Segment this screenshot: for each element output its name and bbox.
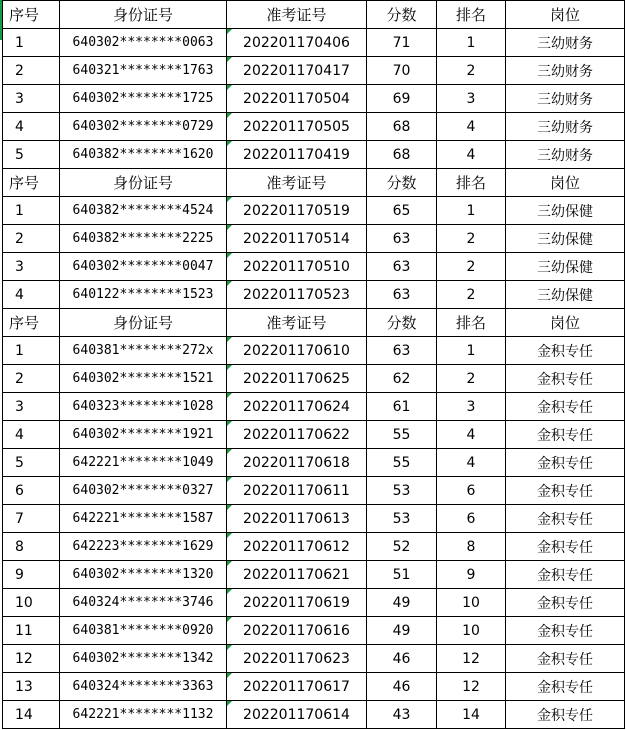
exam-number-cell[interactable]: 202201170406	[227, 29, 367, 57]
table-row	[3, 281, 625, 309]
seq-cell[interactable]: 8	[3, 533, 60, 561]
seq-cell[interactable]: 9	[3, 561, 60, 589]
seq-cell[interactable]: 4	[3, 113, 60, 141]
position-cell[interactable]: 金积专任	[506, 533, 625, 561]
seq-cell[interactable]: 2	[3, 365, 60, 393]
rank-cell[interactable]: 12	[437, 673, 506, 701]
score-cell[interactable]: 49	[367, 617, 437, 645]
score-cell[interactable]: 70	[367, 57, 437, 85]
id-number-cell[interactable]: 640382********1620	[60, 141, 227, 169]
score-cell[interactable]: 53	[367, 505, 437, 533]
position-cell[interactable]: 三幼财务	[506, 113, 625, 141]
table-row	[3, 421, 625, 449]
table-row	[3, 57, 625, 85]
header-id-number[interactable]: 身份证号	[60, 1, 227, 29]
position-cell[interactable]: 三幼保健	[506, 197, 625, 225]
rank-cell[interactable]: 14	[437, 701, 506, 729]
header-row	[3, 169, 625, 197]
id-number-cell[interactable]: 642221********1049	[60, 449, 227, 477]
header-seq[interactable]: 序号	[3, 1, 60, 29]
table-row	[3, 393, 625, 421]
seq-cell[interactable]: 14	[3, 701, 60, 729]
exam-number-cell[interactable]: 202201170523	[227, 281, 367, 309]
table-row	[3, 617, 625, 645]
table-row	[3, 449, 625, 477]
header-exam-number[interactable]: 准考证号	[227, 309, 367, 337]
table-row	[3, 673, 625, 701]
header-row	[3, 309, 625, 337]
table-row	[3, 29, 625, 57]
score-cell[interactable]: 63	[367, 253, 437, 281]
exam-number-cell[interactable]: 202201170613	[227, 505, 367, 533]
table-row	[3, 337, 625, 365]
seq-cell[interactable]: 1	[3, 29, 60, 57]
header-row	[3, 1, 625, 29]
score-cell[interactable]: 46	[367, 673, 437, 701]
rank-cell[interactable]: 2	[437, 365, 506, 393]
header-seq[interactable]: 序号	[3, 169, 60, 197]
position-cell[interactable]: 金积专任	[506, 701, 625, 729]
exam-number-cell[interactable]: 202201170417	[227, 57, 367, 85]
score-cell[interactable]: 63	[367, 281, 437, 309]
id-number-cell[interactable]: 640302********1725	[60, 85, 227, 113]
position-cell[interactable]: 三幼保健	[506, 281, 625, 309]
position-cell[interactable]: 三幼财务	[506, 85, 625, 113]
table-row	[3, 477, 625, 505]
id-number-cell[interactable]: 640382********2225	[60, 225, 227, 253]
table-row	[3, 365, 625, 393]
exam-number-cell[interactable]: 202201170619	[227, 589, 367, 617]
position-cell[interactable]: 金积专任	[506, 421, 625, 449]
id-number-cell[interactable]: 640381********272x	[60, 337, 227, 365]
id-number-cell[interactable]: 642221********1132	[60, 701, 227, 729]
rank-cell[interactable]: 6	[437, 505, 506, 533]
id-number-cell[interactable]: 640302********0063	[60, 29, 227, 57]
table-row	[3, 85, 625, 113]
rank-cell[interactable]: 2	[437, 253, 506, 281]
position-cell[interactable]: 金积专任	[506, 589, 625, 617]
position-cell[interactable]: 金积专任	[506, 505, 625, 533]
seq-cell[interactable]: 4	[3, 421, 60, 449]
table-row	[3, 561, 625, 589]
score-cell[interactable]: 53	[367, 477, 437, 505]
id-number-cell[interactable]: 642223********1629	[60, 533, 227, 561]
id-number-cell[interactable]: 640302********0729	[60, 113, 227, 141]
position-cell[interactable]: 金积专任	[506, 337, 625, 365]
score-cell[interactable]: 52	[367, 533, 437, 561]
id-number-cell[interactable]: 640302********0047	[60, 253, 227, 281]
position-cell[interactable]: 三幼财务	[506, 141, 625, 169]
header-score[interactable]: 分数	[367, 169, 437, 197]
table-row	[3, 533, 625, 561]
exam-number-cell[interactable]: 202201170505	[227, 113, 367, 141]
score-cell[interactable]: 63	[367, 225, 437, 253]
exam-number-cell[interactable]: 202201170614	[227, 701, 367, 729]
table-row	[3, 589, 625, 617]
id-number-cell[interactable]: 642221********1587	[60, 505, 227, 533]
position-cell[interactable]: 金积专任	[506, 617, 625, 645]
rank-cell[interactable]: 4	[437, 449, 506, 477]
rank-cell[interactable]: 2	[437, 281, 506, 309]
table-row	[3, 225, 625, 253]
score-cell[interactable]: 69	[367, 85, 437, 113]
exam-number-cell[interactable]: 202201170514	[227, 225, 367, 253]
score-cell[interactable]: 55	[367, 421, 437, 449]
header-position[interactable]: 岗位	[506, 309, 625, 337]
header-exam-number[interactable]: 准考证号	[227, 1, 367, 29]
score-cell[interactable]: 68	[367, 113, 437, 141]
score-cell[interactable]: 46	[367, 645, 437, 673]
id-number-cell[interactable]: 640381********0920	[60, 617, 227, 645]
position-cell[interactable]: 金积专任	[506, 393, 625, 421]
results-table	[2, 0, 625, 729]
id-number-cell[interactable]: 640302********1320	[60, 561, 227, 589]
header-exam-number[interactable]: 准考证号	[227, 169, 367, 197]
exam-number-cell[interactable]: 202201170616	[227, 617, 367, 645]
position-cell[interactable]: 金积专任	[506, 477, 625, 505]
position-cell[interactable]: 金积专任	[506, 673, 625, 701]
rank-cell[interactable]: 6	[437, 477, 506, 505]
score-cell[interactable]: 62	[367, 365, 437, 393]
seq-cell[interactable]: 1	[3, 337, 60, 365]
exam-number-cell[interactable]: 202201170624	[227, 393, 367, 421]
score-cell[interactable]: 49	[367, 589, 437, 617]
rank-cell[interactable]: 3	[437, 393, 506, 421]
seq-cell[interactable]: 1	[3, 197, 60, 225]
seq-cell[interactable]: 6	[3, 477, 60, 505]
rank-cell[interactable]: 9	[437, 561, 506, 589]
header-rank[interactable]: 排名	[437, 169, 506, 197]
exam-number-cell[interactable]: 202201170623	[227, 645, 367, 673]
seq-cell[interactable]: 4	[3, 281, 60, 309]
score-cell[interactable]: 55	[367, 449, 437, 477]
rank-cell[interactable]: 3	[437, 85, 506, 113]
header-rank[interactable]: 排名	[437, 1, 506, 29]
rank-cell[interactable]: 4	[437, 113, 506, 141]
position-cell[interactable]: 金积专任	[506, 645, 625, 673]
rank-cell[interactable]: 2	[437, 225, 506, 253]
position-cell[interactable]: 金积专任	[506, 365, 625, 393]
rank-cell[interactable]: 10	[437, 617, 506, 645]
seq-cell[interactable]: 2	[3, 225, 60, 253]
header-seq[interactable]: 序号	[3, 309, 60, 337]
table-row	[3, 701, 625, 729]
exam-number-cell[interactable]: 202201170419	[227, 141, 367, 169]
id-number-cell[interactable]: 640324********3363	[60, 673, 227, 701]
seq-cell[interactable]: 13	[3, 673, 60, 701]
id-number-cell[interactable]: 640323********1028	[60, 393, 227, 421]
table-row	[3, 253, 625, 281]
position-cell[interactable]: 金积专任	[506, 449, 625, 477]
rank-cell[interactable]: 1	[437, 29, 506, 57]
seq-cell[interactable]: 2	[3, 57, 60, 85]
exam-number-cell[interactable]: 202201170611	[227, 477, 367, 505]
score-cell[interactable]: 68	[367, 141, 437, 169]
id-number-cell[interactable]: 640302********1342	[60, 645, 227, 673]
rank-cell[interactable]: 10	[437, 589, 506, 617]
seq-cell[interactable]: 3	[3, 85, 60, 113]
score-cell[interactable]: 71	[367, 29, 437, 57]
exam-number-cell[interactable]: 202201170621	[227, 561, 367, 589]
header-score[interactable]: 分数	[367, 309, 437, 337]
score-cell[interactable]: 43	[367, 701, 437, 729]
rank-cell[interactable]: 8	[437, 533, 506, 561]
table-row	[3, 141, 625, 169]
id-number-cell[interactable]: 640302********0327	[60, 477, 227, 505]
header-id-number[interactable]: 身份证号	[60, 309, 227, 337]
table-row	[3, 113, 625, 141]
position-cell[interactable]: 三幼保健	[506, 253, 625, 281]
seq-cell[interactable]: 12	[3, 645, 60, 673]
rank-cell[interactable]: 1	[437, 337, 506, 365]
position-cell[interactable]: 三幼保健	[506, 225, 625, 253]
seq-cell[interactable]: 3	[3, 253, 60, 281]
table-row	[3, 505, 625, 533]
id-number-cell[interactable]: 640122********1523	[60, 281, 227, 309]
position-cell[interactable]: 三幼财务	[506, 57, 625, 85]
table-row	[3, 645, 625, 673]
exam-number-cell[interactable]: 202201170622	[227, 421, 367, 449]
id-number-cell[interactable]: 640321********1763	[60, 57, 227, 85]
rank-cell[interactable]: 2	[437, 57, 506, 85]
exam-number-cell[interactable]: 202201170610	[227, 337, 367, 365]
exam-number-cell[interactable]: 202201170519	[227, 197, 367, 225]
seq-cell[interactable]: 10	[3, 589, 60, 617]
exam-number-cell[interactable]: 202201170618	[227, 449, 367, 477]
seq-cell[interactable]: 5	[3, 449, 60, 477]
id-number-cell[interactable]: 640382********4524	[60, 197, 227, 225]
header-score[interactable]: 分数	[367, 1, 437, 29]
position-cell[interactable]: 三幼财务	[506, 29, 625, 57]
id-number-cell[interactable]: 640302********1521	[60, 365, 227, 393]
rank-cell[interactable]: 4	[437, 141, 506, 169]
seq-cell[interactable]: 5	[3, 141, 60, 169]
exam-number-cell[interactable]: 202201170625	[227, 365, 367, 393]
header-rank[interactable]: 排名	[437, 309, 506, 337]
table-row	[3, 197, 625, 225]
table-body	[3, 1, 625, 729]
score-cell[interactable]: 65	[367, 197, 437, 225]
rank-cell[interactable]: 12	[437, 645, 506, 673]
header-position[interactable]: 岗位	[506, 1, 625, 29]
score-cell[interactable]: 61	[367, 393, 437, 421]
exam-number-cell[interactable]: 202201170510	[227, 253, 367, 281]
seq-cell[interactable]: 3	[3, 393, 60, 421]
id-number-cell[interactable]: 640324********3746	[60, 589, 227, 617]
header-position[interactable]: 岗位	[506, 169, 625, 197]
exam-number-cell[interactable]: 202201170612	[227, 533, 367, 561]
position-cell[interactable]: 金积专任	[506, 561, 625, 589]
header-id-number[interactable]: 身份证号	[60, 169, 227, 197]
score-cell[interactable]: 63	[367, 337, 437, 365]
seq-cell[interactable]: 11	[3, 617, 60, 645]
id-number-cell[interactable]: 640302********1921	[60, 421, 227, 449]
exam-number-cell[interactable]: 202201170617	[227, 673, 367, 701]
score-cell[interactable]: 51	[367, 561, 437, 589]
seq-cell[interactable]: 7	[3, 505, 60, 533]
exam-number-cell[interactable]: 202201170504	[227, 85, 367, 113]
rank-cell[interactable]: 1	[437, 197, 506, 225]
rank-cell[interactable]: 4	[437, 421, 506, 449]
